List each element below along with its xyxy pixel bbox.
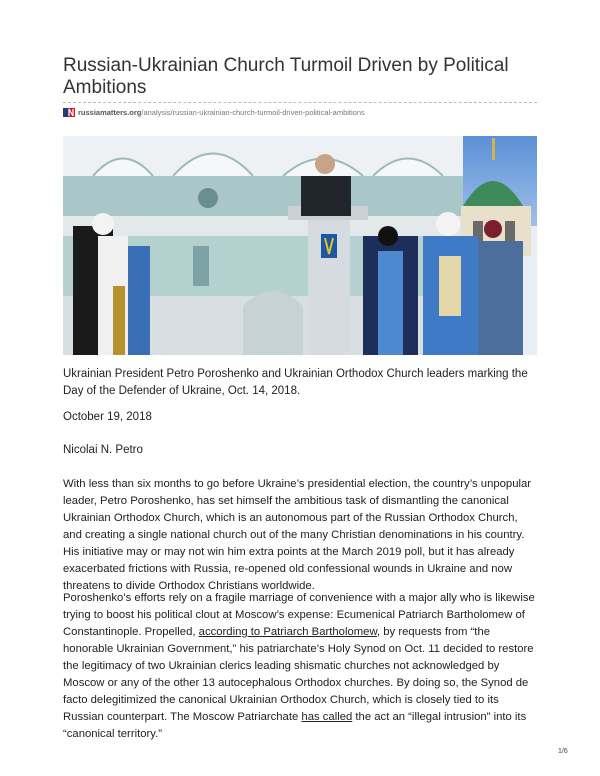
source-domain: russiamatters.org [78,108,142,117]
link-has-called[interactable]: has called [301,711,353,723]
paragraph-2-text-a: Poroshenko’s efforts rely on a fragile marriage of convenience with a major ally who is likewise trying to boost his political clout at Moscow’s expense: Ecumenical Patriarch Bartholomew of Constantinople. Propelled, [63,592,535,638]
source-line [63,108,365,117]
paragraph-2-text-c: the act an “illegal intrusion” into its “canonical territory.” [63,711,527,740]
article-paragraph-1: With less than six months to go before Ukraine’s presidential election, the country’s unpopular leader, Petro Poroshenko, has set himself the ambitious task of dismantling the canonical Ukrainian Orthodox Church, which is an autonomous part of the Russian Orthodox Church, and creating a single national church out of the many Christian denominations in his country. His initiative may or may not win him extra points at the March 2019 poll, but it has already exacerbated frictions with Russia, re-opened old confessional wounds in Ukraine and now threatens to divide Orthodox Christians worldwide. [63,478,532,592]
article-photo [63,136,537,355]
title-divider [63,102,537,103]
article-date: October 19, 2018 [63,411,152,423]
article-paragraph-2 [63,590,537,743]
article-author: Nicolai N. Petro [63,444,143,456]
page-number: 1/6 [558,748,568,755]
source-path: /analysis/russian-ukrainian-church-turmoil-driven-political-ambitions [141,108,365,117]
paragraph-2-text-b: , by requests from “the honorable Ukrainian Government,” his patriarchate’s Holy Synod on Oct. 11 decided to restore the legitimacy of two Ukrainian clerics leading shismatic churches not acknowledged by Moscow or any of the other 13 autocephalous Orthodox churches. By doing so, the Synod de facto delegitimized the canonical Ukrainian Orthodox Church, which is closely tied to its Russian counterpart. The Moscow Patriarchate [63,626,534,723]
link-according-to-patriarch[interactable]: according to Patriarch Bartholomew [198,626,377,638]
photo-caption: Ukrainian President Petro Poroshenko and Ukrainian Orthodox Church leaders marking the Day of the Defender of Ukraine, Oct. 14, 2018. [63,368,528,397]
site-logo-icon [63,108,75,117]
article-title: Russian-Ukrainian Church Turmoil Driven by Political Ambitions [63,55,509,98]
